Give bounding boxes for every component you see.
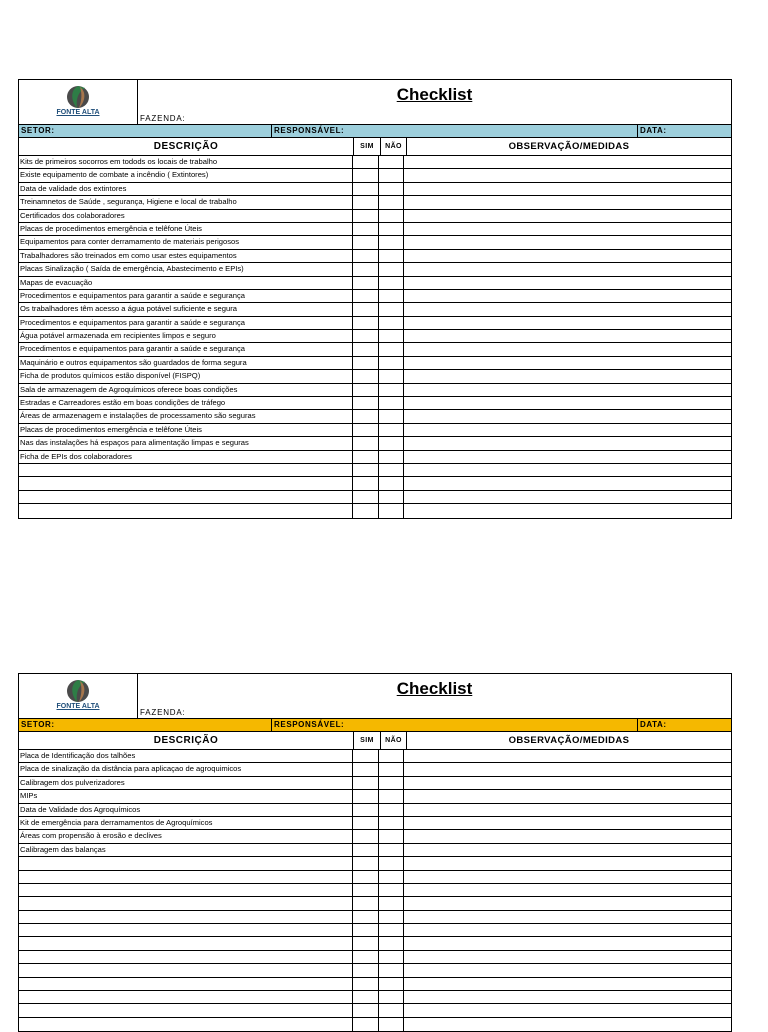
observacao-cell[interactable]: [404, 451, 731, 463]
row-description: [19, 911, 353, 923]
observacao-cell[interactable]: [404, 1004, 731, 1016]
nao-cell[interactable]: [379, 223, 404, 235]
row-description: [19, 897, 353, 909]
checklist-rows: [19, 156, 731, 518]
observacao-cell[interactable]: [404, 196, 731, 208]
table-row: [19, 763, 731, 776]
brand-name: FONTE ALTA: [56, 703, 100, 710]
sim-cell[interactable]: [353, 477, 379, 489]
checklist-form-2: [18, 673, 732, 1032]
sim-cell[interactable]: [353, 156, 379, 168]
sim-cell[interactable]: [353, 464, 379, 476]
row-description: Data de validade dos extintores: [19, 183, 353, 195]
observacao-cell[interactable]: [404, 951, 731, 963]
table-row: [19, 491, 731, 504]
sim-cell[interactable]: [353, 951, 379, 963]
fazenda-field-label: FAZENDA:: [140, 708, 186, 717]
fazenda-field-label: FAZENDA:: [140, 114, 186, 123]
sim-cell[interactable]: [353, 424, 379, 436]
table-row: [19, 384, 731, 397]
observacao-cell[interactable]: [404, 357, 731, 369]
nao-cell[interactable]: [379, 1004, 404, 1016]
row-description: Ficha de produtos químicos estão disponível (FISPQ): [19, 370, 353, 382]
observacao-cell[interactable]: [404, 777, 731, 789]
observacao-cell[interactable]: [404, 884, 731, 896]
table-row: [19, 277, 731, 290]
col-observacao: OBSERVAÇÃO/MEDIDAS: [508, 735, 630, 746]
nao-cell[interactable]: [379, 290, 404, 302]
row-description: [19, 504, 353, 517]
checklist-form-1: [18, 79, 732, 519]
title-area: [138, 80, 731, 124]
observacao-cell[interactable]: [404, 250, 731, 262]
nao-cell[interactable]: [379, 250, 404, 262]
row-description: Treinamnetos de Saúde , segurança, Higiene e local de trabalho: [19, 196, 353, 208]
nao-cell[interactable]: [379, 790, 404, 802]
nao-cell[interactable]: [379, 884, 404, 896]
sim-cell[interactable]: [353, 210, 379, 222]
observacao-cell[interactable]: [404, 263, 731, 275]
observacao-cell[interactable]: [404, 156, 731, 168]
nao-cell[interactable]: [379, 196, 404, 208]
sim-cell[interactable]: [353, 763, 379, 775]
nao-cell[interactable]: [379, 937, 404, 949]
observacao-cell[interactable]: [404, 464, 731, 476]
brand-name: FONTE ALTA: [56, 109, 100, 116]
row-description: Placas de procedimentos emergência e telêfone Úteis: [19, 424, 353, 436]
sim-cell[interactable]: [353, 991, 379, 1003]
sim-cell[interactable]: [353, 169, 379, 181]
nao-cell[interactable]: [379, 169, 404, 181]
table-row: [19, 156, 731, 169]
sim-cell[interactable]: [353, 357, 379, 369]
sim-cell[interactable]: [353, 397, 379, 409]
row-description: Estradas e Carreadores estão em boas condições de tráfego: [19, 397, 353, 409]
table-row: [19, 777, 731, 790]
nao-cell[interactable]: [379, 236, 404, 248]
leaf-globe-icon: [64, 83, 92, 109]
row-description: [19, 884, 353, 896]
row-description: Ficha de EPIs dos colaboradores: [19, 451, 353, 463]
observacao-cell[interactable]: [404, 303, 731, 315]
title-area: [138, 674, 731, 718]
nao-cell[interactable]: [379, 277, 404, 289]
row-description: Trabalhadores são treinados em como usar estes equipamentos: [19, 250, 353, 262]
table-row: [19, 196, 731, 209]
row-description: Procedimentos e equipamentos para garantir a saúde e segurança: [19, 290, 353, 302]
col-nao: NÃO: [381, 138, 407, 155]
nao-cell[interactable]: [379, 991, 404, 1003]
row-description: Kit de emergência para derramamentos de Agroquímicos: [19, 817, 353, 829]
row-description: [19, 924, 353, 936]
brand-tagline-bar: [78, 117, 79, 121]
col-descricao: DESCRIÇÃO: [19, 732, 354, 749]
row-description: Kits de primeiros socorros em todods os locais de trabalho: [19, 156, 353, 168]
table-row: [19, 830, 731, 843]
form-title: Checklist: [396, 679, 473, 698]
sim-cell[interactable]: [353, 303, 379, 315]
nao-cell[interactable]: [379, 763, 404, 775]
table-row: [19, 951, 731, 964]
row-description: [19, 1018, 353, 1031]
sim-cell[interactable]: [353, 451, 379, 463]
nao-cell[interactable]: [379, 978, 404, 990]
table-row: [19, 410, 731, 423]
sim-cell[interactable]: [353, 317, 379, 329]
form-header: [19, 674, 731, 719]
table-row: [19, 804, 731, 817]
observacao-cell[interactable]: [404, 290, 731, 302]
setor-label: SETOR:: [19, 125, 272, 137]
row-description: Áreas de armazenagem e instalações de processamento são seguras: [19, 410, 353, 422]
row-description: [19, 978, 353, 990]
row-description: Sala de armazenagem de Agroquímicos oferece boas condições: [19, 384, 353, 396]
table-row: [19, 991, 731, 1004]
nao-cell[interactable]: [379, 357, 404, 369]
observacao-cell[interactable]: [404, 817, 731, 829]
col-sim: SIM: [354, 138, 381, 155]
sim-cell[interactable]: [353, 196, 379, 208]
observacao-cell[interactable]: [404, 330, 731, 342]
observacao-cell[interactable]: [404, 384, 731, 396]
leaf-globe-icon: [64, 677, 92, 703]
sim-cell[interactable]: [353, 437, 379, 449]
nao-cell[interactable]: [379, 924, 404, 936]
sim-cell[interactable]: [353, 223, 379, 235]
row-description: [19, 477, 353, 489]
observacao-cell[interactable]: [404, 804, 731, 816]
responsavel-label: RESPONSÁVEL:: [272, 719, 638, 731]
sim-cell[interactable]: [353, 330, 379, 342]
sim-cell[interactable]: [353, 844, 379, 856]
nao-cell[interactable]: [379, 384, 404, 396]
row-description: Equipamentos para conter derramamento de materiais perigosos: [19, 236, 353, 248]
column-headers: [19, 138, 731, 156]
observacao-cell[interactable]: [404, 491, 731, 503]
nao-cell[interactable]: [379, 911, 404, 923]
col-sim: SIM: [354, 732, 381, 749]
nao-cell[interactable]: [379, 263, 404, 275]
nao-cell[interactable]: [379, 303, 404, 315]
nao-cell[interactable]: [379, 370, 404, 382]
table-row: [19, 303, 731, 316]
table-row: [19, 1004, 731, 1017]
table-row: [19, 897, 731, 910]
company-logo: [19, 80, 138, 124]
table-row: [19, 210, 731, 223]
sim-cell[interactable]: [353, 370, 379, 382]
table-row: [19, 844, 731, 857]
observacao-cell[interactable]: [404, 424, 731, 436]
nao-cell[interactable]: [379, 504, 404, 517]
nao-cell[interactable]: [379, 951, 404, 963]
table-row: [19, 817, 731, 830]
table-row: [19, 451, 731, 464]
sim-cell[interactable]: [353, 804, 379, 816]
table-row: [19, 437, 731, 450]
observacao-cell[interactable]: [404, 844, 731, 856]
table-row: [19, 236, 731, 249]
sim-cell[interactable]: [353, 491, 379, 503]
table-row: [19, 911, 731, 924]
observacao-cell[interactable]: [404, 750, 731, 762]
company-logo: [19, 674, 138, 718]
sim-cell[interactable]: [353, 924, 379, 936]
row-description: Placas de procedimentos emergência e telêfone Úteis: [19, 223, 353, 235]
sim-cell[interactable]: [353, 911, 379, 923]
nao-cell[interactable]: [379, 464, 404, 476]
sim-cell[interactable]: [353, 978, 379, 990]
table-row: [19, 290, 731, 303]
nao-cell[interactable]: [379, 343, 404, 355]
sim-cell[interactable]: [353, 504, 379, 517]
col-descricao: DESCRIÇÃO: [19, 138, 354, 155]
table-row: [19, 871, 731, 884]
observacao-cell[interactable]: [404, 504, 731, 517]
nao-cell[interactable]: [379, 156, 404, 168]
table-row: [19, 397, 731, 410]
row-description: Procedimentos e equipamentos para garantir a saúde e segurança: [19, 343, 353, 355]
table-row: [19, 424, 731, 437]
nao-cell[interactable]: [379, 210, 404, 222]
nao-cell[interactable]: [379, 857, 404, 869]
responsavel-label: RESPONSÁVEL:: [272, 125, 638, 137]
observacao-cell[interactable]: [404, 924, 731, 936]
nao-cell[interactable]: [379, 183, 404, 195]
row-description: [19, 857, 353, 869]
observacao-cell[interactable]: [404, 937, 731, 949]
sim-cell[interactable]: [353, 964, 379, 976]
sim-cell[interactable]: [353, 857, 379, 869]
observacao-cell[interactable]: [404, 911, 731, 923]
sim-cell[interactable]: [353, 236, 379, 248]
data-label: DATA:: [640, 126, 667, 135]
observacao-cell[interactable]: [404, 236, 731, 248]
sim-cell[interactable]: [353, 277, 379, 289]
sim-cell[interactable]: [353, 750, 379, 762]
table-row: [19, 964, 731, 977]
sim-cell[interactable]: [353, 410, 379, 422]
observacao-cell[interactable]: [404, 277, 731, 289]
observacao-cell[interactable]: [404, 830, 731, 842]
row-description: Data de Validade dos Agroquímicos: [19, 804, 353, 816]
row-description: Existe equipamento de combate a incêndio ( Extintores): [19, 169, 353, 181]
table-row: [19, 317, 731, 330]
nao-cell[interactable]: [379, 477, 404, 489]
row-description: Calibragem das balanças: [19, 844, 353, 856]
table-row: [19, 477, 731, 490]
sim-cell[interactable]: [353, 937, 379, 949]
row-description: Os trabalhadores têm acesso a água potável suficiente e segura: [19, 303, 353, 315]
table-row: [19, 343, 731, 356]
observacao-cell[interactable]: [404, 210, 731, 222]
observacao-cell[interactable]: [404, 1018, 731, 1031]
observacao-cell[interactable]: [404, 763, 731, 775]
row-description: [19, 871, 353, 883]
table-row: [19, 169, 731, 182]
row-description: [19, 1004, 353, 1016]
sim-cell[interactable]: [353, 183, 379, 195]
observacao-cell[interactable]: [404, 343, 731, 355]
observacao-cell[interactable]: [404, 183, 731, 195]
row-description: [19, 937, 353, 949]
observacao-cell[interactable]: [404, 991, 731, 1003]
nao-cell[interactable]: [379, 424, 404, 436]
table-row: [19, 223, 731, 236]
sim-cell[interactable]: [353, 263, 379, 275]
table-row: [19, 884, 731, 897]
observacao-cell[interactable]: [404, 437, 731, 449]
setor-bar: [19, 125, 731, 138]
table-row: [19, 937, 731, 950]
setor-bar: [19, 719, 731, 732]
row-description: [19, 951, 353, 963]
nao-cell[interactable]: [379, 437, 404, 449]
nao-cell[interactable]: [379, 964, 404, 976]
sim-cell[interactable]: [353, 830, 379, 842]
observacao-cell[interactable]: [404, 317, 731, 329]
table-row: [19, 464, 731, 477]
nao-cell[interactable]: [379, 397, 404, 409]
sim-cell[interactable]: [353, 777, 379, 789]
table-row: [19, 978, 731, 991]
form-header: [19, 80, 731, 125]
sim-cell[interactable]: [353, 817, 379, 829]
observacao-cell[interactable]: [404, 871, 731, 883]
nao-cell[interactable]: [379, 1018, 404, 1031]
col-nao: NÃO: [381, 732, 407, 749]
nao-cell[interactable]: [379, 871, 404, 883]
nao-cell[interactable]: [379, 491, 404, 503]
sim-cell[interactable]: [353, 1018, 379, 1031]
sim-cell[interactable]: [353, 343, 379, 355]
nao-cell[interactable]: [379, 897, 404, 909]
column-headers: [19, 732, 731, 750]
row-description: Mapas de evacuação: [19, 277, 353, 289]
observacao-cell[interactable]: [404, 897, 731, 909]
nao-cell[interactable]: [379, 817, 404, 829]
row-description: Nas das instalações há espaços para alimentação limpas e seguras: [19, 437, 353, 449]
observacao-cell[interactable]: [404, 370, 731, 382]
row-description: [19, 991, 353, 1003]
nao-cell[interactable]: [379, 830, 404, 842]
observacao-cell[interactable]: [404, 964, 731, 976]
data-label: DATA:: [640, 720, 667, 729]
row-description: Placa de sinalização da distância para aplicaçao de agroquimicos: [19, 763, 353, 775]
col-observacao: OBSERVAÇÃO/MEDIDAS: [508, 141, 630, 152]
observacao-cell[interactable]: [404, 857, 731, 869]
nao-cell[interactable]: [379, 317, 404, 329]
nao-cell[interactable]: [379, 844, 404, 856]
sim-cell[interactable]: [353, 250, 379, 262]
row-description: [19, 964, 353, 976]
brand-tagline-bar: [78, 711, 79, 715]
row-description: MIPs: [19, 790, 353, 802]
sim-cell[interactable]: [353, 790, 379, 802]
table-row: [19, 750, 731, 763]
table-row: [19, 183, 731, 196]
row-description: Calibragem dos pulverizadores: [19, 777, 353, 789]
nao-cell[interactable]: [379, 451, 404, 463]
nao-cell[interactable]: [379, 777, 404, 789]
observacao-cell[interactable]: [404, 978, 731, 990]
checklist-rows: [19, 750, 731, 1031]
row-description: Áreas com propensão à erosão e declives: [19, 830, 353, 842]
sim-cell[interactable]: [353, 1004, 379, 1016]
row-description: [19, 464, 353, 476]
observacao-cell[interactable]: [404, 477, 731, 489]
table-row: [19, 370, 731, 383]
observacao-cell[interactable]: [404, 397, 731, 409]
row-description: Água potável armazenada em recipientes limpos e seguro: [19, 330, 353, 342]
observacao-cell[interactable]: [404, 223, 731, 235]
row-description: [19, 491, 353, 503]
nao-cell[interactable]: [379, 804, 404, 816]
table-row: [19, 263, 731, 276]
sim-cell[interactable]: [353, 384, 379, 396]
row-description: Maquinário e outros equipamentos são guardados de forma segura: [19, 357, 353, 369]
form-title: Checklist: [396, 85, 473, 104]
row-description: Placa de Identificação dos talhões: [19, 750, 353, 762]
table-row: [19, 504, 731, 517]
table-row: [19, 1018, 731, 1031]
sim-cell[interactable]: [353, 290, 379, 302]
table-row: [19, 857, 731, 870]
table-row: [19, 330, 731, 343]
nao-cell[interactable]: [379, 750, 404, 762]
row-description: Placas Sinalização ( Saída de emergência, Abastecimento e EPIs): [19, 263, 353, 275]
sim-cell[interactable]: [353, 897, 379, 909]
nao-cell[interactable]: [379, 410, 404, 422]
observacao-cell[interactable]: [404, 410, 731, 422]
observacao-cell[interactable]: [404, 169, 731, 181]
row-description: Procedimentos e equipamentos para garantir a saúde e segurança: [19, 317, 353, 329]
setor-label: SETOR:: [19, 719, 272, 731]
table-row: [19, 357, 731, 370]
observacao-cell[interactable]: [404, 790, 731, 802]
table-row: [19, 250, 731, 263]
table-row: [19, 790, 731, 803]
row-description: Certificados dos colaboradores: [19, 210, 353, 222]
table-row: [19, 924, 731, 937]
sim-cell[interactable]: [353, 871, 379, 883]
sim-cell[interactable]: [353, 884, 379, 896]
nao-cell[interactable]: [379, 330, 404, 342]
